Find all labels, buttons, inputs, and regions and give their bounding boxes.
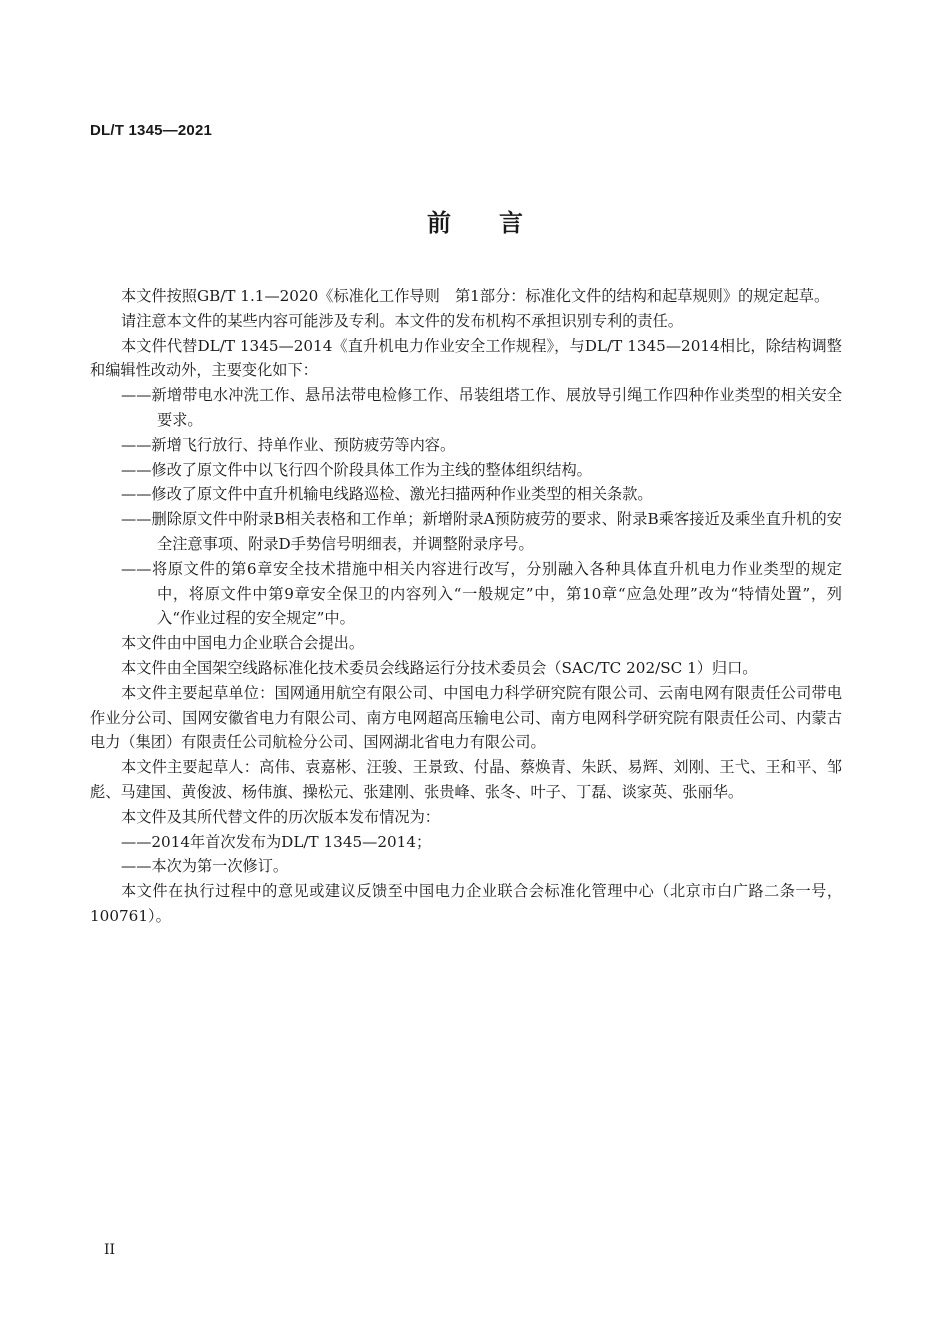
change-item: ——修改了原文件中直升机输电线路巡检、激光扫描两种作业类型的相关条款。 — [121, 485, 653, 504]
change-item: ——将原文件的第6章安全技术措施中相关内容进行改写，分别融入各种具体直升机电力作业类型的规定中，将原文件中第9章安全保卫的内容列入“一般规定”中，第10章“应急处理”改为“特情处置”，列入“作业过程的安全规定”中。 — [121, 559, 842, 628]
change-item: ——修改了原文件中以飞行四个阶段具体工作为主线的整体组织结构。 — [121, 460, 592, 479]
paragraph-committee: 本文件由全国架空线路标准化技术委员会线路运行分技术委员会（SAC/TC 202/SC 1）归口。 — [121, 658, 758, 677]
paragraph-drafting-units: 本文件主要起草单位：国网通用航空有限公司、中国电力科学研究院有限公司、云南电网有限责任公司带电作业分公司、国网安徽省电力有限公司、南方电网超高压输电公司、南方电网科学研究院有限责任公司、内蒙古电力（集团）有限责任公司航检分公司、国网湖北省电力有限公司。 — [90, 683, 842, 752]
page-number: II — [104, 1242, 116, 1258]
change-item: ——新增带电水冲洗工作、悬吊法带电检修工作、吊装组塔工作、展放导引绳工作四种作业类型的相关安全要求。 — [121, 386, 842, 429]
document-code: DL/T 1345—2021 — [90, 122, 213, 139]
history-item: ——2014年首次发布为DL/T 1345—2014； — [121, 832, 432, 851]
paragraph-drafting-rules: 本文件按照GB/T 1.1—2020《标准化工作导则 第1部分：标准化文件的结构和起草规则》的规定起草。 — [121, 287, 830, 305]
history-item: ——本次为第一次修订。 — [121, 857, 289, 876]
paragraph-patent-notice: 请注意本文件的某些内容可能涉及专利。本文件的发布机构不承担识别专利的责任。 — [121, 311, 683, 330]
change-item: ——删除原文件中附录B相关表格和工作单；新增附录A预防疲劳的要求、附录B乘客接近及乘坐直升机的安全注意事项、附录D手势信号明细表，并调整附录序号。 — [121, 510, 842, 553]
paragraph-feedback: 本文件在执行过程中的意见或建议反馈至中国电力企业联合会标准化管理中心（北京市白广路二条一号，100761）。 — [90, 882, 842, 925]
paragraph-history-intro: 本文件及其所代替文件的历次版本发布情况为： — [121, 807, 440, 826]
page-title: 前言 — [427, 209, 571, 237]
paragraph-drafters: 本文件主要起草人：高伟、袁嘉彬、汪骏、王景致、付晶、蔡焕青、朱跃、易辉、刘刚、王弋、王和平、邹彪、马建国、黄俊波、杨伟旗、操松元、张建刚、张贵峰、张冬、叶子、丁磊、谈家英、张丽华。 — [90, 758, 842, 801]
foreword-body — [90, 284, 842, 929]
paragraph-replacement: 本文件代替DL/T 1345—2014《直升机电力作业安全工作规程》，与DL/T 1345—2014相比，除结构调整和编辑性改动外，主要变化如下： — [90, 336, 842, 380]
change-item: ——新增飞行放行、持单作业、预防疲劳等内容。 — [121, 435, 456, 454]
paragraph-proposer: 本文件由中国电力企业联合会提出。 — [121, 634, 364, 653]
